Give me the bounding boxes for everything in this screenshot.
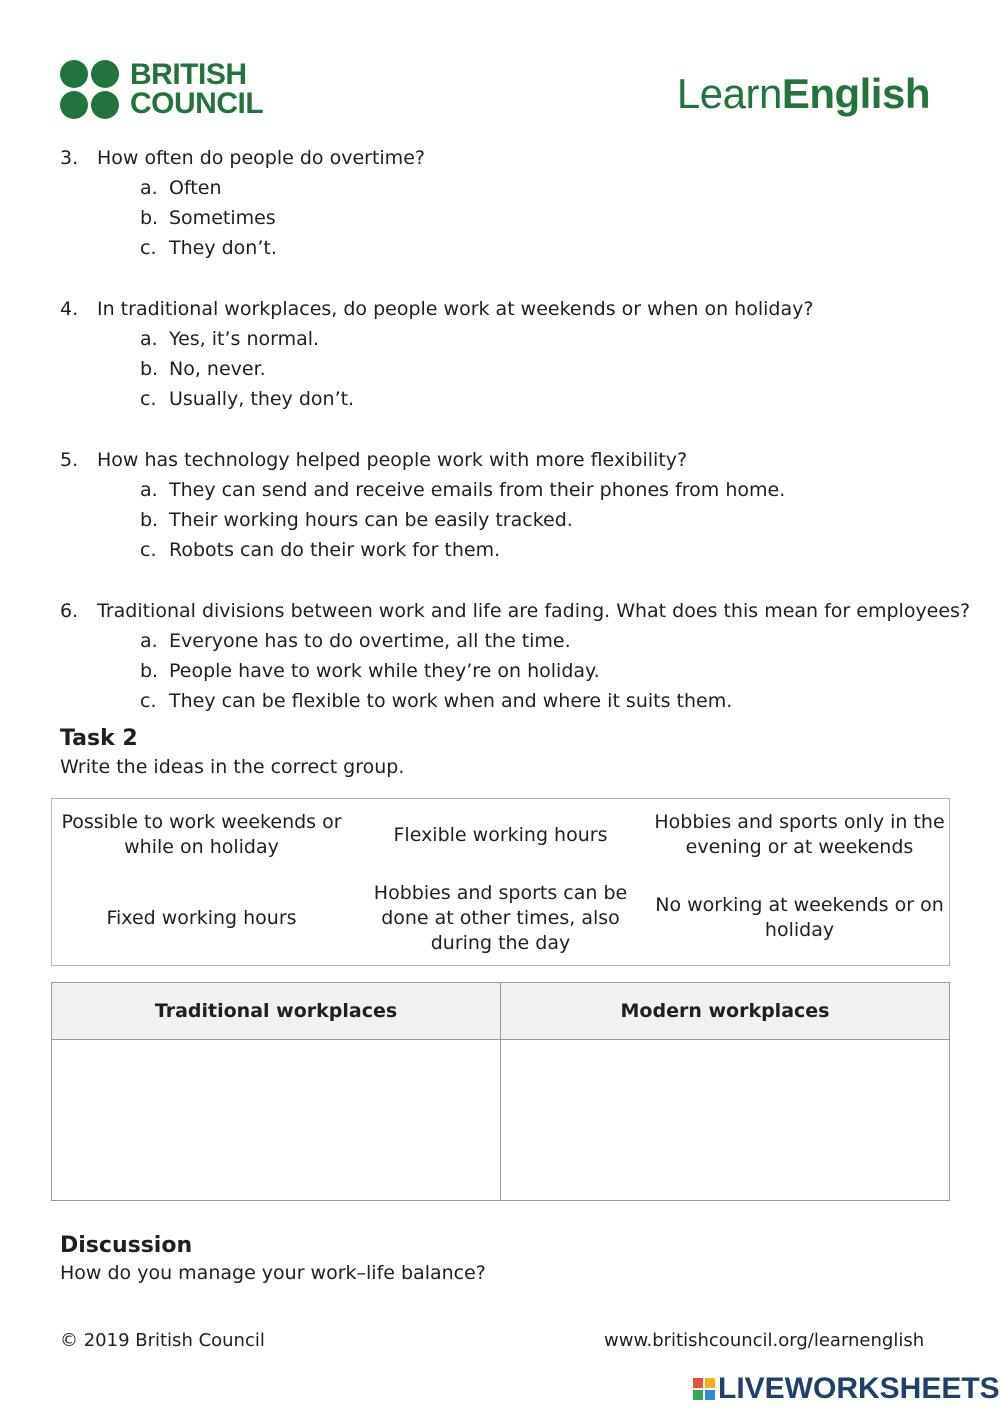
- british-council-logo: [60, 60, 280, 122]
- question-text: In traditional workplaces, do people work at weekends or when on holiday?: [97, 298, 814, 320]
- question-6: [60, 596, 971, 716]
- answer-option: b. Sometimes: [140, 207, 276, 229]
- question-4: [60, 294, 960, 414]
- question-number: 6.: [60, 600, 79, 622]
- question-3: [60, 143, 960, 263]
- traditional-workplaces-dropzone[interactable]: [52, 1040, 500, 1200]
- answer-option: b. Their working hours can be easily tracked.: [140, 509, 573, 531]
- idea-item[interactable]: Possible to work weekends or while on holiday: [61, 811, 342, 858]
- question-number: 4.: [60, 298, 79, 320]
- question-number: 5.: [60, 449, 79, 471]
- liveworksheets-watermark: [693, 1372, 1000, 1406]
- copyright-text: © 2019 British Council: [60, 1330, 265, 1351]
- task-2-instruction: Write the ideas in the correct group.: [60, 756, 405, 778]
- british-council-dots-icon: [60, 60, 120, 120]
- british-council-wordmark: BRITISH COUNCIL: [130, 58, 264, 120]
- answer-option: a. Often: [140, 177, 222, 199]
- answer-option: c. Robots can do their work for them.: [140, 539, 501, 561]
- answer-option: c. They can be flexible to work when and where it suits them.: [140, 690, 733, 712]
- discussion-question: How do you manage your work–life balance?: [60, 1262, 486, 1284]
- question-5: [60, 445, 960, 565]
- idea-item[interactable]: No working at weekends or on holiday: [655, 894, 944, 941]
- liveworksheets-icon: [693, 1378, 715, 1400]
- answer-option: b. People have to work while they’re on holiday.: [140, 660, 600, 682]
- answer-option: c. They don’t.: [140, 237, 277, 259]
- idea-item[interactable]: Hobbies and sports can be done at other times, also during the day: [373, 881, 628, 954]
- answer-option: a. Everyone has to do overtime, all the time.: [140, 630, 571, 652]
- modern-workplaces-header: Modern workplaces: [501, 983, 949, 1040]
- ideas-box: [51, 798, 950, 966]
- idea-item[interactable]: Flexible working hours: [393, 823, 608, 846]
- answer-option: a. They can send and receive emails from their phones from home.: [140, 479, 786, 501]
- traditional-workplaces-header: Traditional workplaces: [52, 983, 500, 1040]
- learnenglish-logo: LearnEnglish: [676, 70, 930, 117]
- question-text: How often do people do overtime?: [97, 147, 425, 169]
- answer-option: c. Usually, they don’t.: [140, 388, 355, 410]
- liveworksheets-wordmark: LIVEWORKSHEETS: [718, 1372, 1000, 1405]
- task-2-heading: Task 2: [60, 726, 138, 751]
- answer-option: a. Yes, it’s normal.: [140, 328, 320, 350]
- footer-url: www.britishcouncil.org/learnenglish: [604, 1330, 925, 1351]
- idea-item[interactable]: Fixed working hours: [106, 906, 297, 929]
- discussion-heading: Discussion: [60, 1233, 193, 1258]
- modern-workplaces-dropzone[interactable]: [501, 1040, 949, 1200]
- groups-table: [51, 982, 950, 1201]
- question-number: 3.: [60, 147, 79, 169]
- question-text: Traditional divisions between work and life are fading. What does this mean for employees?: [97, 600, 971, 622]
- idea-item[interactable]: Hobbies and sports only in the evening or at weekends: [654, 811, 945, 858]
- answer-option: b. No, never.: [140, 358, 266, 380]
- question-text: How has technology helped people work with more flexibility?: [97, 449, 688, 471]
